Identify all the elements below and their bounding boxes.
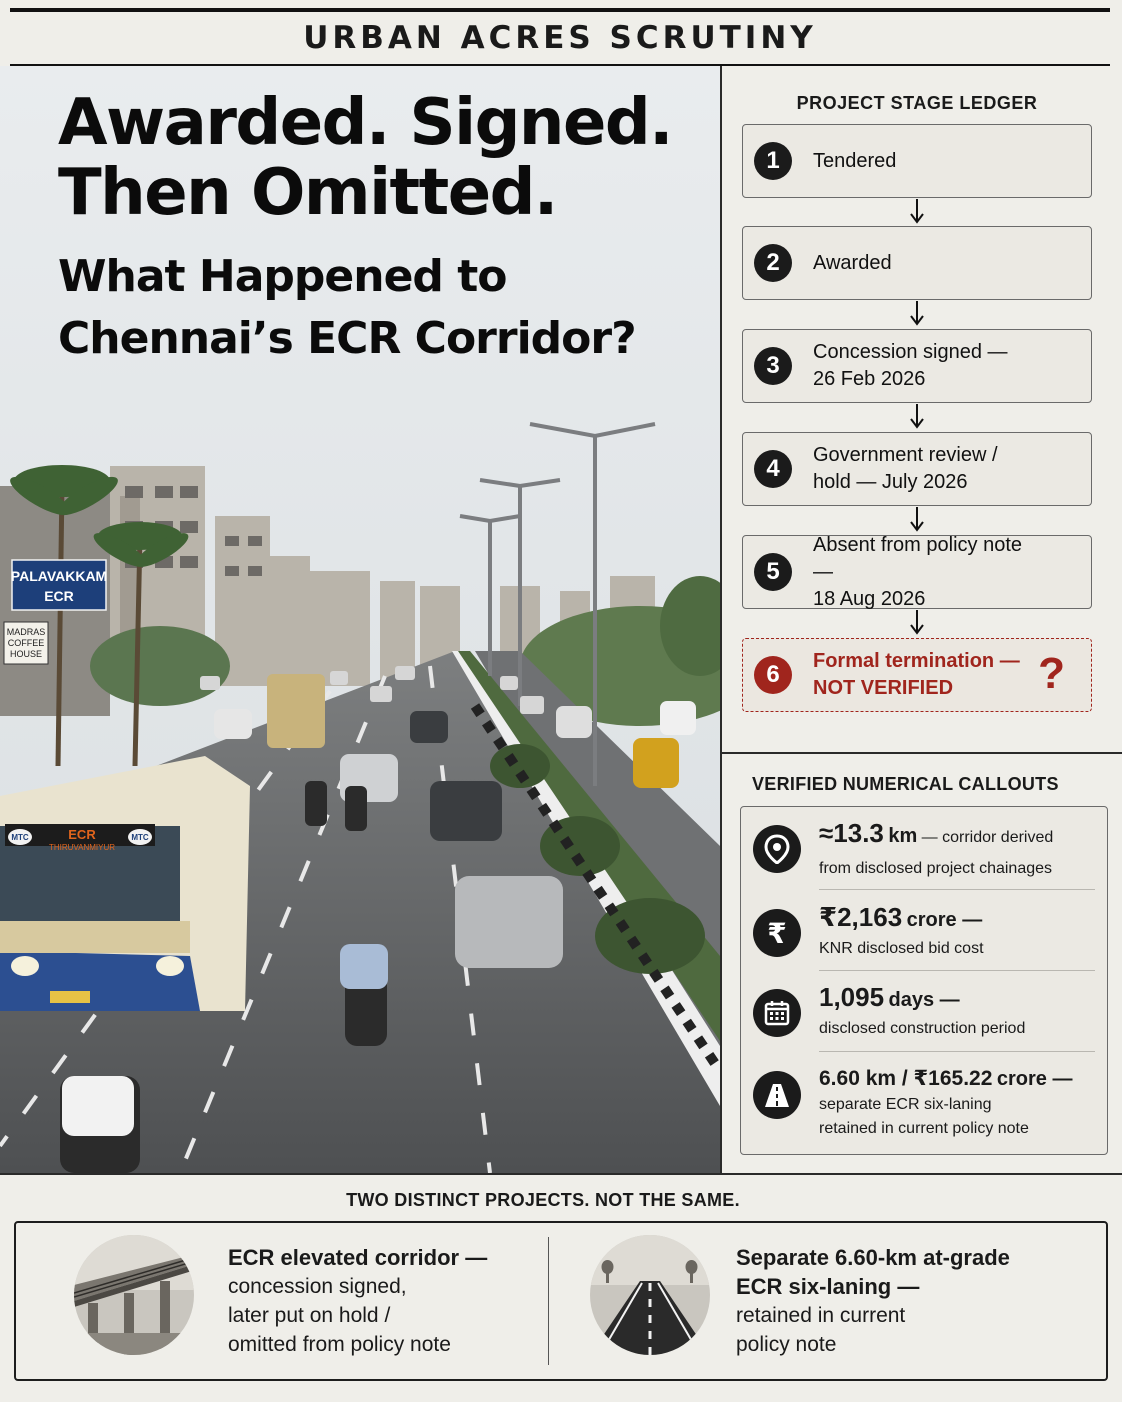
stage-label: Tendered <box>813 149 897 172</box>
area-sign-line2: ECR <box>44 588 74 604</box>
callouts-box <box>740 806 1108 1155</box>
shop-sign <box>4 622 48 664</box>
stage-label: Awarded <box>813 251 892 274</box>
elevated-corridor-icon <box>74 1235 194 1355</box>
bus-destination: THIRUVANMIYUR <box>48 843 116 852</box>
shop-sign-line3: HOUSE <box>9 649 43 659</box>
ledger-title: PROJECT STAGE LEDGER <box>796 93 1038 113</box>
stage-3 <box>742 329 1092 403</box>
stage-label: Absent from policy note — 18 Aug 2026 <box>813 533 1022 610</box>
stage-1 <box>742 124 1092 198</box>
area-sign <box>11 560 107 610</box>
stage-label: Concession signed — 26 Feb 2026 <box>813 341 1008 390</box>
stage-number: 6 <box>754 656 792 694</box>
road-icon <box>753 1071 801 1119</box>
stage-number: 1 <box>754 142 792 180</box>
six-laning-description: Separate 6.60-km at-grade ECR six-laning — retained in current policy note <box>736 1245 1010 1356</box>
callout-bid-cost: ₹ ₹2,163 crore — KNR disclosed bid cost <box>741 895 1106 977</box>
stage-4 <box>742 432 1092 506</box>
bus-badge-right: MTC <box>131 833 149 842</box>
callout-corridor-length: ≈13.3 km — corridor derived from disclosed project chainages <box>741 811 1106 893</box>
arrow-down-icon <box>910 404 924 430</box>
hero-photo <box>0 66 720 1173</box>
callout-construction-period: 1,095 days — disclosed construction period <box>741 975 1106 1057</box>
stage-6-unverified <box>742 638 1092 712</box>
question-mark-icon: ? <box>1038 649 1065 698</box>
headline-block <box>58 88 708 370</box>
stage-label: Government review / hold — July 2026 <box>813 444 998 493</box>
comparison-box <box>14 1221 1108 1381</box>
arrow-down-icon <box>910 507 924 533</box>
area-sign-line1: PALAVAKKAM <box>10 568 108 584</box>
stage-2 <box>742 226 1092 300</box>
subheadline-line2: Chennai’s ECR Corridor? <box>58 313 636 364</box>
headline-line2: Then Omitted. <box>58 156 557 230</box>
arrow-down-icon <box>910 301 924 327</box>
arrow-down-icon <box>910 610 924 636</box>
stage-number: 4 <box>754 450 792 488</box>
arrow-down-icon <box>910 199 924 225</box>
headline-line1: Awarded. Signed. <box>58 86 672 160</box>
calendar-icon <box>753 989 801 1037</box>
bus-route: ECR <box>68 827 96 842</box>
publication-title: URBAN ACRES SCRUTINY <box>303 20 817 56</box>
rupee-icon: ₹ <box>753 909 801 957</box>
stage-number: 5 <box>754 553 792 591</box>
callout-six-laning: 6.60 km / ₹165.22 crore — separate ECR six-laning retained in current policy note <box>741 1057 1106 1153</box>
location-pin-icon <box>753 825 801 873</box>
sidebar <box>720 66 1122 1173</box>
section-divider <box>722 752 1122 754</box>
comparison-divider <box>548 1237 549 1365</box>
masthead <box>10 8 1110 66</box>
callouts-title: VERIFIED NUMERICAL CALLOUTS <box>752 774 1059 794</box>
stage-5 <box>742 535 1092 609</box>
bottom-divider <box>0 1173 1122 1175</box>
elevated-corridor-description: ECR elevated corridor — concession signed, later put on hold / omitted from policy note <box>228 1245 488 1356</box>
stage-label: Formal termination — NOT VERIFIED <box>813 650 1020 699</box>
bus-badge-left: MTC <box>11 833 29 842</box>
at-grade-road-icon <box>590 1235 710 1355</box>
stage-number: 3 <box>754 347 792 385</box>
subheadline-line1: What Happened to <box>58 251 507 302</box>
shop-sign-line2: COFFEE <box>7 638 45 648</box>
comparison-title: TWO DISTINCT PROJECTS. NOT THE SAME. <box>346 1190 740 1210</box>
stage-number: 2 <box>754 244 792 282</box>
shop-sign-line1: MADRAS <box>6 627 46 637</box>
